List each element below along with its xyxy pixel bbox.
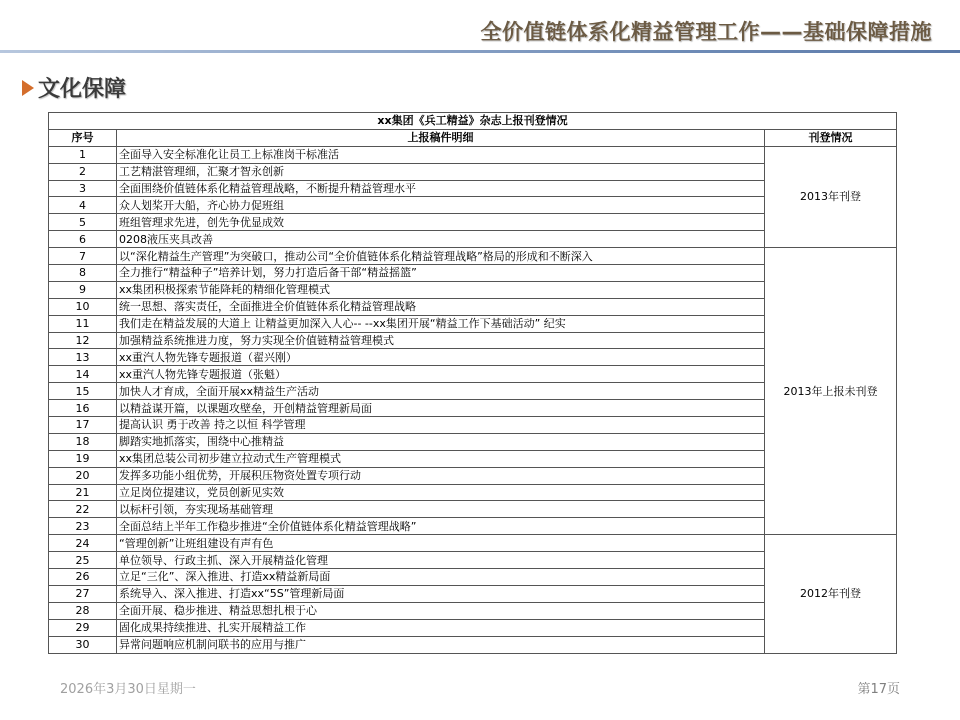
row-detail: 固化成果持续推进、扎实开展精益工作 bbox=[117, 619, 765, 636]
row-number: 21 bbox=[49, 484, 117, 501]
table-title: xx集团《兵工精益》杂志上报刊登情况 bbox=[49, 113, 897, 130]
row-detail: 以“深化精益生产管理”为突破口，推动公司“全价值链体系化精益管理战略”格局的形成和不断深入 bbox=[117, 248, 765, 265]
arrow-bullet-icon bbox=[22, 80, 34, 96]
page-number: 第17页 bbox=[857, 682, 900, 697]
row-detail: 系统导入、深入推进、打造xx“5S”管理新局面 bbox=[117, 585, 765, 602]
row-number: 4 bbox=[49, 197, 117, 214]
row-detail: 0208液压夹具改善 bbox=[117, 231, 765, 248]
table-row bbox=[49, 248, 897, 265]
row-number: 3 bbox=[49, 180, 117, 197]
slide-header-title: 全价值链体系化精益管理工作——基础保障措施 bbox=[480, 20, 932, 44]
row-number: 10 bbox=[49, 298, 117, 315]
publication-status: 2012年刊登 bbox=[765, 535, 897, 653]
row-number: 27 bbox=[49, 585, 117, 602]
row-detail: 发挥多功能小组优势，开展积压物资处置专项行动 bbox=[117, 467, 765, 484]
footer-date: 2026年3月30日星期一 bbox=[60, 682, 196, 697]
row-number: 26 bbox=[49, 569, 117, 586]
row-detail: 立足“三化”、深入推进、打造xx精益新局面 bbox=[117, 569, 765, 586]
row-detail: xx重汽人物先锋专题报道（翟兴刚） bbox=[117, 349, 765, 366]
row-number: 17 bbox=[49, 417, 117, 434]
row-number: 12 bbox=[49, 332, 117, 349]
row-detail: 工艺精湛管理细，汇聚才智永创新 bbox=[117, 163, 765, 180]
row-number: 30 bbox=[49, 636, 117, 653]
row-detail: 加快人才育成，全面开展xx精益生产活动 bbox=[117, 383, 765, 400]
row-number: 11 bbox=[49, 315, 117, 332]
row-detail: 以标杆引领，夯实现场基础管理 bbox=[117, 501, 765, 518]
row-detail: “管理创新”让班组建设有声有色 bbox=[117, 535, 765, 552]
row-detail: 统一思想、落实责任，全面推进全价值链体系化精益管理战略 bbox=[117, 298, 765, 315]
row-number: 25 bbox=[49, 552, 117, 569]
column-header-status: 刊登情况 bbox=[765, 129, 897, 146]
row-number: 5 bbox=[49, 214, 117, 231]
row-detail: 班组管理求先进，创先争优显成效 bbox=[117, 214, 765, 231]
row-detail: 全面导入安全标准化让员工上标准岗干标准活 bbox=[117, 146, 765, 163]
row-detail: 脚踏实地抓落实，围绕中心推精益 bbox=[117, 433, 765, 450]
row-number: 19 bbox=[49, 450, 117, 467]
table-row bbox=[49, 535, 897, 552]
header-divider bbox=[0, 50, 960, 53]
row-detail: 全面开展、稳步推进、精益思想扎根于心 bbox=[117, 602, 765, 619]
row-detail: 异常问题响应机制问联书的应用与推广 bbox=[117, 636, 765, 653]
row-number: 15 bbox=[49, 383, 117, 400]
row-detail: xx集团总装公司初步建立拉动式生产管理模式 bbox=[117, 450, 765, 467]
row-detail: 全面总结上半年工作稳步推进“全价值链体系化精益管理战略” bbox=[117, 518, 765, 535]
row-detail: 我们走在精益发展的大道上 让精益更加深入人心-- --xx集团开展“精益工作下基础活动” 纪实 bbox=[117, 315, 765, 332]
row-number: 7 bbox=[49, 248, 117, 265]
row-number: 22 bbox=[49, 501, 117, 518]
column-header-number: 序号 bbox=[49, 129, 117, 146]
row-number: 23 bbox=[49, 518, 117, 535]
row-detail: 立足岗位提建议，党员创新见实效 bbox=[117, 484, 765, 501]
row-detail: xx重汽人物先锋专题报道（张魁） bbox=[117, 366, 765, 383]
row-number: 6 bbox=[49, 231, 117, 248]
row-detail: 提高认识 勇于改善 持之以恒 科学管理 bbox=[117, 417, 765, 434]
report-table bbox=[48, 112, 897, 654]
row-number: 24 bbox=[49, 535, 117, 552]
row-number: 1 bbox=[49, 146, 117, 163]
row-number: 2 bbox=[49, 163, 117, 180]
row-number: 14 bbox=[49, 366, 117, 383]
row-detail: 单位领导、行政主抓、深入开展精益化管理 bbox=[117, 552, 765, 569]
row-detail: 众人划桨开大船，齐心协力促班组 bbox=[117, 197, 765, 214]
publication-status: 2013年刊登 bbox=[765, 146, 897, 247]
row-detail: 全力推行“精益种子”培养计划，努力打造后备干部“精益摇篮” bbox=[117, 265, 765, 282]
row-number: 28 bbox=[49, 602, 117, 619]
section-title: 文化保障 bbox=[38, 77, 127, 102]
row-detail: 全面围绕价值链体系化精益管理战略，不断提升精益管理水平 bbox=[117, 180, 765, 197]
column-header-detail: 上报稿件明细 bbox=[117, 129, 765, 146]
row-number: 9 bbox=[49, 281, 117, 298]
row-number: 8 bbox=[49, 265, 117, 282]
table-body bbox=[49, 146, 897, 653]
row-detail: 以精益谋开篇，以课题攻壁垒，开创精益管理新局面 bbox=[117, 400, 765, 417]
section-heading bbox=[22, 72, 126, 103]
publication-status: 2013年上报未刊登 bbox=[765, 248, 897, 535]
row-number: 16 bbox=[49, 400, 117, 417]
row-number: 29 bbox=[49, 619, 117, 636]
row-detail: 加强精益系统推进力度，努力实现全价值链精益管理模式 bbox=[117, 332, 765, 349]
row-detail: xx集团积极探索节能降耗的精细化管理模式 bbox=[117, 281, 765, 298]
table-row bbox=[49, 146, 897, 163]
row-number: 18 bbox=[49, 433, 117, 450]
row-number: 20 bbox=[49, 467, 117, 484]
row-number: 13 bbox=[49, 349, 117, 366]
